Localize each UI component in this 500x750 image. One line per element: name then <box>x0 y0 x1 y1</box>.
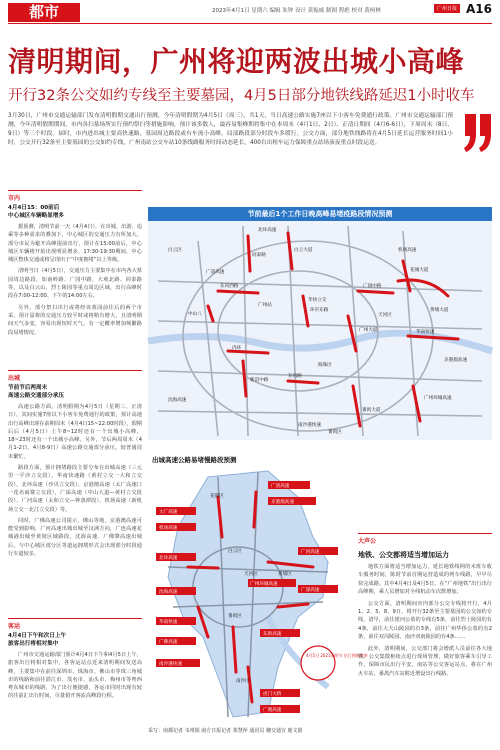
road-label: 南沙港快速 <box>159 662 182 667</box>
paragraph: 同时，广佛高速公司提示，佛山等地，京港澳高速可能受到影响，广河高速出城出城至汉洲方向，广连高速花城港出城至黄坡区域路段，沈海高速、广佛肇高速出城后，与中心城区部分区等道运拥堵形式会出现部分时段通行车道较多。 <box>8 517 142 558</box>
road-label: 广深高速 <box>301 588 320 593</box>
road-label: 虎门大桥 <box>263 692 282 697</box>
road-label: 华快立交 <box>308 298 327 303</box>
road-label: 东风西路 <box>220 284 239 289</box>
map-credit-caption: 采写：南都记者 韦靖娟 南方日报记者 郑慧萍 通讯员 穗交通宣 鹿文娟 <box>148 728 303 734</box>
edition-badge: 广州日报 <box>434 4 460 13</box>
road-label: 东风路 <box>288 374 302 379</box>
paragraph: 另外，部分祭扫出行或将经该墓园前往后的两个市采，预计届将的交通压力较平时或将稍有增大，且清明期间天气多变，容易出现短时天气，有一定概率增加频繁路段局堵情况。 <box>8 304 142 336</box>
landmark-label: 天河区 <box>378 313 392 318</box>
heading-transit: 地铁、公交都将适当增加运力 <box>358 551 449 559</box>
page-number: A16 <box>466 2 492 16</box>
lead-paragraph: 3月30日，广州市交通运输部门发布清明假期交通出行预测，今年清明假期为4月5日（周三），共1天，当日高速公路实施7座以下小客车免费通行政策。广州市交通运输部门预测，今年清明假期期间，市内各扫墓场所实行预约祭扫等措施影响，预计该多数人，最容易集峰期将集中在本周末（4月1日、2日）、正清日期间（4月6-6日），下周周末（8日、9日）等三个时段。届时，市内进出城主要高快速路、墓园周边路段或有车流小高峰，局部路段部分时段车多缓行。公交方面，部分地铁线路将在4月5日延长运营服务时间1小时，公交开行32条至主要墓园的公交如约专线，广州南站公交车站10条线路服务时间动态延长，400台出租车运力保障重点站场演夜重点时段运送。 <box>8 113 453 146</box>
header-rule <box>8 23 492 24</box>
map2-title: 出城高速公路易堵慢路段预测 <box>152 456 237 464</box>
subheadline: 开行32条公交如约专线至主要墓园，4月5日部分地铁线路延迟1小时收车 <box>8 88 475 104</box>
landmark-label: 番禺区 <box>328 430 342 435</box>
road-label: 东新高速 <box>263 632 282 637</box>
road-label: 广澳高速 <box>263 708 282 713</box>
page-header <box>0 0 500 22</box>
road-label: 京港澳高速 <box>444 358 467 363</box>
road-label: 京港澳高速 <box>271 500 294 505</box>
road-label: 白云大道 <box>294 248 313 253</box>
paragraph: 公交方面，清明期间市内部分公交专线将开行，4月1、2、5、8、9日，将开行32条至主要墓园的公交如约专线，清早，前往银河公墓的专线有5条，前往烈士陵园的有4条，前往大夫山陵园的有3条，前往广州华侨公墓的有2条，前往双岗陵园、南沙双南陵园的有4条…… <box>358 600 492 641</box>
road-label: 番禺大道 <box>362 408 381 413</box>
road-label: 黄埔大道 <box>430 308 449 313</box>
road-label: 大广高速 <box>159 510 178 515</box>
quote-mark-icon <box>463 112 493 164</box>
label-coach: 客运 <box>8 618 142 630</box>
paragraph: 清明当日（4月5日），交通压力主要集中在市内各大墓园周边路段，如南岭路、广园中路、大观北路、同泰路等，以及白云山、烈士陵园等重点周边区域，出行高峰时段在7:00-12:00、下午的14:00左右。 <box>8 268 142 300</box>
road-label: 北环高速 <box>159 556 178 561</box>
road-label: 新滘中路 <box>250 378 269 383</box>
road-label: 华南快速 <box>159 620 178 625</box>
road-label: 广清高速 <box>271 484 290 489</box>
road-label: 沈海高速 <box>159 590 178 595</box>
region-label: 白云区 <box>228 549 242 554</box>
label-outbound: 出城 <box>8 370 142 382</box>
road-label: 广清高速 <box>206 270 225 275</box>
label-city: 市内 <box>8 190 142 202</box>
road-label: 广河高速 <box>301 550 320 555</box>
heading-outbound: 节前节后两周末 高速公路交通部分承压 <box>8 385 64 399</box>
region-label: 黄埔区 <box>278 572 292 577</box>
paragraph: 路段方面，预计拥堵路段主要分布在出城高速（三元里一平沙立交段），华南快速路（黄村立交一大和立交段），北环高速（沙贝立交段），京港澳高速（太广高速口一花名商寨立交段），广深高速（中山大道—黄村立交段段）、广河高速（太和立交—钟落潭段），机场高速（新机场立交一北江立交段）等。 <box>8 465 142 513</box>
left-column-outbound <box>8 370 142 558</box>
landmark-label: 海珠区 <box>318 363 332 368</box>
paragraph: 高速公路方面，清明假期为4月5日（星期三、正清日），其间实施7座以下小客车免费通行的政策，预计高速出行高峰出现在前期周末（4月4日15~22:00时段），假期后后（4月5日）上午8~12时还有一个出城小高峰，18~23时还有一个出城小高峰。另外，节后两周周末（4月1-2日、4月8-9日）高速公路交通部分承压，较普通周末繁忙。 <box>8 404 142 460</box>
paragraph: 广州市交通运输部门预计4月4日下午和4月5日上午，旅客出行将相对集中，各客运站点近来清明期间发送高峰，主要集中在前往深圳市、珠海市、佛山市等珠三角城市的线路和前往湛江市、茂名市、汕头市、梅州市等粤西粤东城市的线路，为了出行便捷感，各运市同时出现有较的往前汇出行时间，尽量错开客流高峰段行程。 <box>8 652 142 700</box>
paragraph: 地铁方面将适当增加运力，延长地铁线网的末班车收车服务时间，陈时节前首期运营造成的列车线路，早早尽快完成路。其中4月4日及4月5日，在“广州地铁”出行出行高峰期，乘人员增加对全线机动车次数增加。 <box>358 564 492 596</box>
road-label: 华南快速 <box>416 330 435 335</box>
left-column-coach <box>8 618 142 701</box>
road-label: 同泰路 <box>252 253 266 258</box>
city-road-map <box>148 221 492 440</box>
landmark-label: 白云区 <box>168 248 182 253</box>
road-label: 沈海高速 <box>168 398 187 403</box>
landmark-label: 广州站 <box>258 303 272 308</box>
section-tag: 都市 <box>8 3 80 22</box>
road-label: 花城大道 <box>410 268 429 273</box>
heading-coach: 4月4日下午和次日上午 旅客出行将相对集中 <box>8 633 67 647</box>
map1-title: 节前最后1个工作日晚高峰易堵疫路段情况预测 <box>148 207 492 221</box>
road-label: 广州大道 <box>359 328 378 333</box>
road-label: 内环 <box>232 346 242 351</box>
region-label: 天河区 <box>244 572 258 577</box>
label-transit: 大声公 <box>358 533 492 545</box>
paragraph: 此外，清明期间，公交部门将会增派人员前往各大地铁、公交集散枢纽点进行现场管理，做好旅客乘车引导工作，保障市民出行平安，南站等公交客运站点，将在广州火车站、番禺汽车站附近增设出行线路。 <box>358 645 492 677</box>
road-label: 南沙港快速 <box>298 423 321 428</box>
right-column-transit <box>358 533 492 678</box>
stamp-text: 4月5日 2023清明节 出行拥堵概率 <box>306 653 368 658</box>
paragraph: 据预测，清明节前一天（4月4日），在出城、出游、追乘等多种需求的叠加下，中心城区的交通压力有所加大，部分市民为避开高峰提前出行，预计在15:00前后，中心城区车辆将开始出现明显增多，17:30-19:30期间，中心城区整体交通或将呈现出于“中度拥堵”以上等级。 <box>8 224 142 264</box>
road-label: 环市东路 <box>310 308 329 313</box>
header-meta: 2023年4月1日 星期六 编辑 朱钟 设计 黄振威 制图 程彪 校对 黄柯林 <box>212 8 381 14</box>
road-label: 广州环城高速 <box>250 582 278 587</box>
road-label: 北环高速 <box>258 228 277 233</box>
left-column-city <box>8 190 142 337</box>
road-label: 广州环城高速 <box>424 396 452 401</box>
road-label: 中山八 <box>188 312 202 317</box>
region-label: 番禺区 <box>228 614 242 619</box>
headline: 清明期间，广州将迎两波出城小高峰 <box>8 45 465 78</box>
road-label: 广园中路 <box>363 284 382 289</box>
road-label: 广佛高速 <box>159 640 178 645</box>
city-congestion-map <box>148 207 492 440</box>
road-label: 机场高速 <box>398 248 417 253</box>
region-label: 南沙区 <box>236 679 250 684</box>
heading-city: 4月4日15：00前后 中心城区车辆略显增多 <box>8 205 64 219</box>
region-label: 花都区 <box>210 494 224 499</box>
road-label: 机场高速 <box>159 526 178 531</box>
